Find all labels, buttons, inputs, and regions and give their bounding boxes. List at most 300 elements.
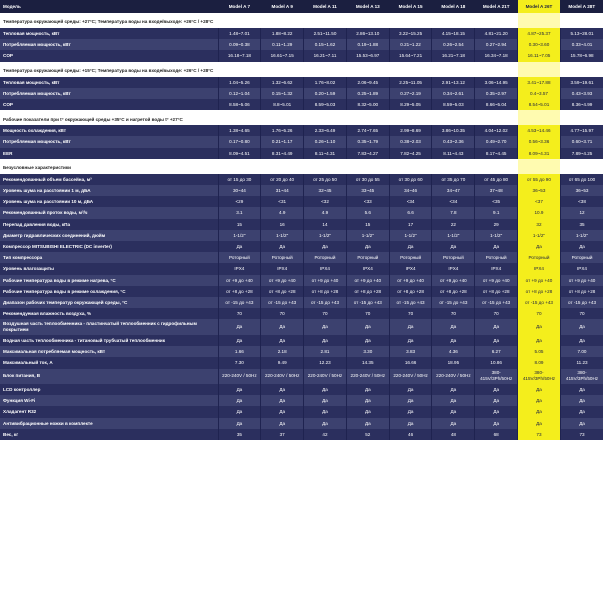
spec-value: Да [261,241,304,252]
spec-value: 37~48 [475,185,518,196]
spec-value: Да [389,395,432,406]
spec-value: 8.17~4.45 [475,148,518,159]
spec-value: Да [218,319,261,335]
spec-value: Да [475,335,518,346]
spec-label: Вес, кг [0,429,218,440]
spec-row [0,219,603,230]
spec-value: 3.1 [218,207,261,218]
spec-value: 2.86~13.10 [346,28,389,39]
spec-row [0,286,603,297]
spec-value: 0.12~1.04 [218,88,261,99]
spec-value: 0.26~1.10 [304,136,347,147]
spec-value-highlighted: Да [518,406,561,417]
spec-value: Роторный [475,252,518,263]
spec-value: 8.11~4.31 [304,148,347,159]
spec-value-highlighted: от -15 до +43 [518,297,561,308]
spec-value: 380-415V/3Ph/50Hz [560,369,603,385]
spec-row [0,185,603,196]
spec-label: Потребляемая мощность, кВт [0,39,218,50]
spec-value: 8.36~4.99 [560,99,603,110]
spec-value-highlighted: Да [518,384,561,395]
spec-value: <34 [389,196,432,207]
spec-value: 1-1/2" [304,230,347,241]
header-model: Model A 13 [346,0,389,13]
spec-value: 31~44 [261,185,304,196]
spec-value: Роторный [218,252,261,263]
spec-value: 22 [432,219,475,230]
spec-value: 1-1/2" [346,230,389,241]
spec-value: 15.64~7.21 [389,50,432,61]
spec-value-highlighted: Да [518,319,561,335]
spec-label: Рабочие температура воды в режиме охлаждения, °С [0,286,218,297]
spec-value-highlighted: 0.4~3.57 [518,88,561,99]
spec-value: 8.29~5.05 [389,99,432,110]
spec-value: 70 [218,308,261,319]
spec-value: 8.32~5.00 [346,99,389,110]
spec-value: от 30 до 60 [389,174,432,185]
spec-value: 0.26~2.54 [432,39,475,50]
spec-row [0,77,603,88]
spec-value-highlighted: 8.09~4.31 [518,148,561,159]
spec-value: 2.25~11.05 [389,77,432,88]
spec-value: от +8 до +28 [218,286,261,297]
spec-value-highlighted: 1-1/2" [518,230,561,241]
spec-value: 14 [304,219,347,230]
spec-label: Антивибрационные ножки в комплекте [0,418,218,429]
spec-value: 0.43~3.93 [560,88,603,99]
spec-value: Да [432,335,475,346]
spec-row [0,346,603,357]
spec-value: 8.09~4.51 [218,148,261,159]
spec-value: 16.21~7.18 [432,50,475,61]
spec-value: 5.13~28.01 [560,28,603,39]
spec-row [0,252,603,263]
spec-value: Да [218,384,261,395]
spec-label: Потребляемая мощность, кВт [0,136,218,147]
spec-label: Потребляемая мощность, кВт [0,88,218,99]
spec-value: Да [560,384,603,395]
spec-row [0,384,603,395]
spec-value-highlighted: <37 [518,196,561,207]
spec-label: Уровень шума на расстоянии 10 м, дБА [0,196,218,207]
spec-label: Тепловая мощность, кВт [0,28,218,39]
spec-value: 1.88~8.22 [261,28,304,39]
header-model: Model A 21T [475,0,518,13]
spec-value: Да [304,406,347,417]
spec-value: 3.86~10.35 [432,125,475,136]
spec-value: 16.21~7.11 [304,50,347,61]
spec-value: от -15 до +43 [432,297,475,308]
spec-value: 3.30 [346,346,389,357]
header-model: Model A 18 [432,0,475,13]
spec-value: от 45 до 80 [475,174,518,185]
spec-value: 1-1/2" [218,230,261,241]
section-title-row [0,65,603,77]
spec-value: 73 [560,429,603,440]
spec-value: 0.35~2.97 [475,88,518,99]
spec-value: 9.49 [261,357,304,368]
spec-value: 1.04~5.26 [218,77,261,88]
spec-value: 36~53 [560,185,603,196]
spec-value: от -15 до +43 [218,297,261,308]
spec-value: 34~47 [432,185,475,196]
section-title-row [0,162,603,174]
spec-value: от 25 до 50 [304,174,347,185]
spec-value: от 35 до 70 [432,174,475,185]
spec-value: Да [261,335,304,346]
spec-value: от +8 до +28 [432,286,475,297]
spec-value-highlighted: 5.05 [518,346,561,357]
header-model: Model A 15 [389,0,432,13]
spec-table-body [0,13,603,440]
spec-value: 11.23 [560,357,603,368]
spec-value: 5.6 [346,207,389,218]
spec-label: Максимальная потребляемая мощность, кВт [0,346,218,357]
spec-value: от 30 до 55 [346,174,389,185]
header-model: Model A 28T [560,0,603,13]
spec-value: 7.00 [560,346,603,357]
spec-label: Диаметр гидравлических соединений, дюйм [0,230,218,241]
header-model: Model A 11 [304,0,347,13]
spec-value: 1.66 [218,346,261,357]
spec-row [0,50,603,61]
header-model: Model A 9 [261,0,304,13]
section-title-highlight [518,65,561,77]
spec-value: 2.81 [304,346,347,357]
spec-value: 220-240V / 50Hz [346,369,389,385]
spec-row [0,263,603,274]
spec-label: Диапазон рабочих температур окружающей среды, °С [0,297,218,308]
spec-value: 0.21~1.22 [389,39,432,50]
spec-value: 220-240V / 50Hz [432,369,475,385]
spec-value: от +8 до +28 [304,286,347,297]
spec-value: Да [218,418,261,429]
section-title: Температура окружающей среды: +27°С; Температура воды на входе/выходе: +26°С / +28°С [0,16,518,28]
spec-value: Да [560,319,603,335]
spec-value: 16.18~7.18 [218,50,261,61]
spec-value: 0.43~2.36 [432,136,475,147]
spec-value: Роторный [389,252,432,263]
spec-value: 68 [475,429,518,440]
spec-row [0,241,603,252]
spec-value-highlighted: от +9 до +40 [518,275,561,286]
spec-value: 2.18 [261,346,304,357]
spec-value-highlighted: 4.87~25.37 [518,28,561,39]
spec-value: Да [560,395,603,406]
spec-value: от +9 до +40 [560,275,603,286]
spec-label: Функция Wi-Fi [0,395,218,406]
spec-value: от -15 до +43 [475,297,518,308]
spec-value: Да [304,384,347,395]
spec-value: Да [304,319,347,335]
spec-value: от -15 до +43 [389,297,432,308]
spec-value: 12.23 [304,357,347,368]
spec-label: Перепад давления воды, кПа [0,219,218,230]
spec-value: Да [389,418,432,429]
spec-value: Да [346,241,389,252]
section-title-blank [560,113,603,125]
spec-value: 7.8 [432,207,475,218]
spec-row [0,308,603,319]
spec-value: 70 [389,308,432,319]
spec-value: 8.66~5.04 [475,99,518,110]
spec-label: LCD контроллер [0,384,218,395]
spec-row [0,196,603,207]
spec-value: Да [389,384,432,395]
spec-value: 4.36 [432,346,475,357]
spec-value: от 65 до 100 [560,174,603,185]
spec-value: 0.20~1.59 [304,88,347,99]
spec-value: Да [261,384,304,395]
spec-value: 17 [389,219,432,230]
section-title-blank [560,162,603,174]
section-title: Рабочие показатели при t° окружающей среды +35°С и нагретой воды t° +27°С [0,113,518,125]
spec-value: 0.11~1.29 [261,39,304,50]
spec-value: Да [475,418,518,429]
spec-label: COP [0,99,218,110]
spec-value: 70 [560,308,603,319]
spec-row [0,99,603,110]
spec-value-highlighted: 8.09 [518,357,561,368]
spec-value: Да [218,395,261,406]
spec-value-highlighted: 0.30~3.60 [518,39,561,50]
spec-label: EER [0,148,218,159]
spec-value: 2.51~11.50 [304,28,347,39]
spec-value: Да [432,418,475,429]
section-title: Безусловные характеристики [0,162,518,174]
spec-value: 220-240V / 50Hz [304,369,347,385]
spec-value: 4.9 [261,207,304,218]
spec-row [0,418,603,429]
spec-value: Да [432,319,475,335]
spec-value: 16.66 [389,357,432,368]
spec-value: IPX4 [475,263,518,274]
spec-value: 35 [560,219,603,230]
spec-value: 3.83 [389,346,432,357]
spec-value: 33~45 [346,185,389,196]
spec-value: Да [346,384,389,395]
spec-value: Роторный [304,252,347,263]
spec-value: 0.27~2.94 [475,39,518,50]
spec-value: 32~45 [304,185,347,196]
spec-value: 8.11~4.43 [432,148,475,159]
spec-value: 7.30 [218,357,261,368]
spec-value: <35 [475,196,518,207]
spec-label: Водная часть теплообменника - титановый трубчатый теплообменник [0,335,218,346]
spec-value: Да [475,395,518,406]
spec-value: 52 [346,429,389,440]
spec-row [0,319,603,335]
spec-value: <32 [304,196,347,207]
spec-row [0,28,603,39]
spec-value: 37 [261,429,304,440]
spec-value: <33 [346,196,389,207]
spec-row [0,39,603,50]
spec-value-highlighted: Да [518,335,561,346]
spec-value: Да [432,384,475,395]
spec-row [0,136,603,147]
spec-value: Да [389,241,432,252]
spec-value: от +9 до +40 [304,275,347,286]
section-title-highlight [518,162,561,174]
spec-value: 16.34~7.18 [475,50,518,61]
spec-value: 0.15~1.62 [304,39,347,50]
spec-value: от +8 до +28 [261,286,304,297]
spec-value: 16.61~7.15 [261,50,304,61]
spec-value-highlighted: IPX4 [518,263,561,274]
spec-row [0,429,603,440]
spec-value: 12 [560,207,603,218]
spec-label: Рекомендуемая влажность воздуха, % [0,308,218,319]
spec-value: 34~46 [389,185,432,196]
spec-value: от -15 до +43 [560,297,603,308]
spec-value: <29 [218,196,261,207]
spec-value: 8.59~5.03 [432,99,475,110]
spec-value: Да [346,418,389,429]
spec-value: 0.19~1.88 [346,39,389,50]
spec-value: 0.27~2.19 [389,88,432,99]
spec-value-highlighted: 8.54~5.01 [518,99,561,110]
spec-value: IPX4 [346,263,389,274]
spec-value: 3.06~14.95 [475,77,518,88]
spec-value: Да [304,395,347,406]
spec-value: Да [389,319,432,335]
spec-value: Да [346,335,389,346]
spec-value: от +9 до +40 [432,275,475,286]
spec-row [0,335,603,346]
spec-value: <38 [560,196,603,207]
spec-value: Да [475,319,518,335]
spec-value: Да [560,335,603,346]
header-model: Model A 7 [218,0,261,13]
spec-value: 35 [218,429,261,440]
spec-value: Да [475,241,518,252]
spec-value: от +8 до +28 [475,286,518,297]
spec-value: 42 [304,429,347,440]
spec-value: Да [475,384,518,395]
spec-label: Рекомендованный объем бассейна, м³ [0,174,218,185]
spec-value: 15 [346,219,389,230]
spec-value: Да [432,241,475,252]
spec-value: 8.58~5.06 [218,99,261,110]
spec-value: 1.76~5.26 [261,125,304,136]
spec-row [0,369,603,385]
spec-value-highlighted: 0.56~3.36 [518,136,561,147]
spec-value: 220-240V / 50Hz [261,369,304,385]
spec-value: Роторный [261,252,304,263]
spec-value: Да [389,406,432,417]
spec-value-highlighted: 3.41~17.88 [518,77,561,88]
spec-value: 0.34~2.61 [432,88,475,99]
spec-label: COP [0,50,218,61]
spec-value: от +8 до +28 [346,286,389,297]
spec-value-highlighted: 16.11~7.05 [518,50,561,61]
header-model-label: Модель [0,0,218,13]
spec-row [0,148,603,159]
spec-row [0,174,603,185]
header-model-highlighted: Model A 26T [518,0,561,13]
spec-value: от +9 до +40 [475,275,518,286]
spec-value: 1-1/2" [432,230,475,241]
spec-label: Тип компрессора [0,252,218,263]
spec-value: 48 [432,429,475,440]
spec-value: Да [346,395,389,406]
spec-value: 70 [475,308,518,319]
spec-value: 2.91~13.12 [432,77,475,88]
spec-label: Уровень шума на расстоянии 1 м, дБА [0,185,218,196]
spec-value: 29 [475,219,518,230]
spec-value: <31 [261,196,304,207]
spec-value: Да [432,395,475,406]
spec-value: 15.53~6.97 [346,50,389,61]
spec-label: Уровень влагозащиты [0,263,218,274]
spec-value: 46 [389,429,432,440]
spec-value: Да [261,395,304,406]
spec-value: 1-1/2" [389,230,432,241]
spec-value: Да [304,418,347,429]
spec-value-highlighted: Да [518,418,561,429]
spec-value: 8.31~4.49 [261,148,304,159]
spec-value-highlighted: 36~53 [518,185,561,196]
spec-value: 10.86 [475,357,518,368]
spec-label: Блок питания, В [0,369,218,385]
spec-value: Да [261,406,304,417]
spec-value: от -15 до +43 [304,297,347,308]
spec-value: 0.21~1.17 [261,136,304,147]
spec-label: Мощность охлаждения, кВт [0,125,218,136]
spec-value: 0.25~1.89 [346,88,389,99]
spec-value: 6.6 [389,207,432,218]
spec-value: IPX4 [389,263,432,274]
spec-row [0,125,603,136]
spec-value: от +8 до +28 [389,286,432,297]
spec-value: IPX4 [304,263,347,274]
spec-value: IPX4 [261,263,304,274]
spec-value: Да [560,406,603,417]
spec-value: Да [346,319,389,335]
spec-label: Тепловая мощность, кВт [0,77,218,88]
spec-value: 220-240V / 50Hz [389,369,432,385]
spec-value: Да [346,406,389,417]
spec-value: 0.09~0.38 [218,39,261,50]
spec-value-highlighted: 10.9 [518,207,561,218]
spec-value: 7.89~4.25 [560,148,603,159]
spec-label: Максимальный ток, А [0,357,218,368]
section-title-row [0,113,603,125]
spec-value: от -15 до +43 [346,297,389,308]
spec-value: Да [389,335,432,346]
spec-value: Да [218,335,261,346]
spec-value: 0.38~2.03 [389,136,432,147]
spec-value: IPX4 [432,263,475,274]
spec-value: 1-1/2" [261,230,304,241]
spec-value: 2.99~8.69 [389,125,432,136]
spec-value: 15 [218,219,261,230]
spec-value: 16 [261,219,304,230]
spec-value: Роторный [432,252,475,263]
spec-value: 15.78~6.98 [560,50,603,61]
spec-value: 70 [432,308,475,319]
spec-value: 1-1/2" [475,230,518,241]
spec-value: 4.77~15.97 [560,125,603,136]
spec-value: 8.8~5.01 [261,99,304,110]
spec-value-highlighted: 380-415V/3Ph/50Hz [518,369,561,385]
spec-value: 1.76~8.02 [304,77,347,88]
spec-value: от 20 до 40 [261,174,304,185]
section-title-highlight [518,16,561,28]
spec-value: 0.17~0.80 [218,136,261,147]
spec-value: 7.83~4.27 [346,148,389,159]
